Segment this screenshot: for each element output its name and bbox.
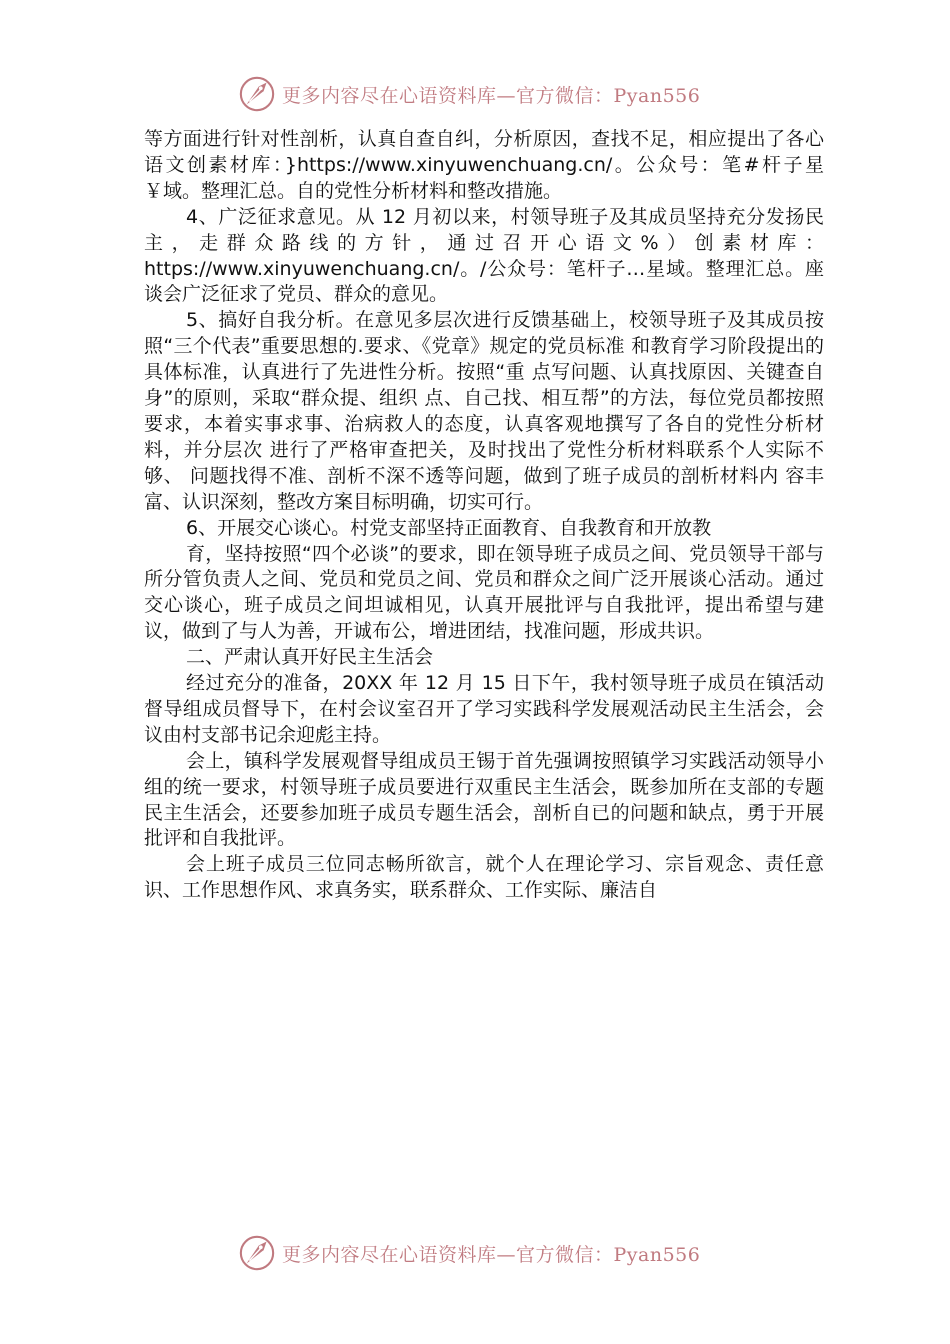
paragraph-meeting: 经过充分的准备，20XX 年 12 月 15 日下午，我村领导班子成员在镇活动督导组成员督导下，在村会议室召开了学习实践科学发展观活动民主生活会，会议由村支部书记余迎彪主持。 [144, 672, 824, 746]
paragraph-meeting-speech: 会上，镇科学发展观督导组成员王锡于首先强调按照镇学习实践活动领导小组的统一要求，村领导班子成员要进行双重民主生活会，既参加所在支部的专题民主生活会，还要参加班子成员专题生活会，剖析自已的问题和缺点，勇于开展批评和自我批评。 [144, 749, 824, 850]
watermark-text: 更多内容尽在心语资料库—官方微信：Pyan556 [282, 84, 701, 107]
header-watermark [238, 74, 700, 114]
paragraph-continued: 等方面进行针对性剖析，认真自查自纠，分析原因，查找不足，相应提出了各心语文创素材库：}https://www.xinyuwenchuang.cn/。公众号：笔#杆子星￥域。整理汇总。自的党性分析材料和整改措施。 [144, 128, 824, 202]
paragraph-members-speak: 会上班子成员三位同志畅所欲言，就个人在理论学习、宗旨观念、责任意识、工作思想作风、求真务实，联系群众、工作实际、廉洁自 [144, 853, 824, 902]
pen-nib-logo-icon [238, 1234, 276, 1272]
paragraph-heart-talk: 育，坚持按照“四个必谈”的要求，即在领导班子成员之间、党员领导干部与所分管负责人之间、党员和党员之间、党员和群众之间广泛开展谈心活动。通过交心谈心，班子成员之间坦诚相见，认真开展批评与自我批评，提出希望与建议，做到了与人为善，开诚布公，增进团结，找准问题，形成共识。 [144, 542, 824, 643]
paragraph-solicit-opinions: 4、广泛征求意见。从 12 月初以来，村领导班子及其成员坚持充分发扬民主，走群众路线的方针，通过召开心语文%）创素材库：https://www.xinyuwenchuang.cn/。/公众号：笔杆子…星域。整理汇总。座谈会广泛征求了党员、群众的意见。 [144, 205, 824, 306]
watermark-text: 更多内容尽在心语资料库—官方微信：Pyan556 [282, 1243, 701, 1266]
footer-watermark [238, 1233, 700, 1273]
paragraph-self-analysis: 5、搞好自我分析。在意见多层次进行反馈基础上，校领导班子及其成员按照“三个代表”重要思想的.要求、《党章》规定的党员标准 和教育学习阶段提出的具体标准，认真进行了先进性分析。按照“重 点写问题、认真找原因、关键查自身”的原则，采取“群众提、组织 点、自己找、相互帮”的方法，每位党员都按照要求，本着实事求事、治病救人的态度，认真客观地撰写了各自的党性分析材料，并分层次 进行了严格审查把关，及时找出了党性分析材料联系个人实际不够、 问题找得不准、剖析不深不透等问题，做到了班子成员的剖析材料内 容丰富、认识深刻，整改方案目标明确，切实可行。 [144, 309, 824, 513]
pen-nib-logo-icon [238, 75, 276, 113]
document-body [144, 127, 824, 904]
section-heading: 二、严肃认真开好民主生活会 [186, 646, 434, 669]
paragraph-heart-talk-heading: 6、开展交心谈心。村党支部坚持正面教育、自我教育和开放教 [186, 516, 712, 539]
